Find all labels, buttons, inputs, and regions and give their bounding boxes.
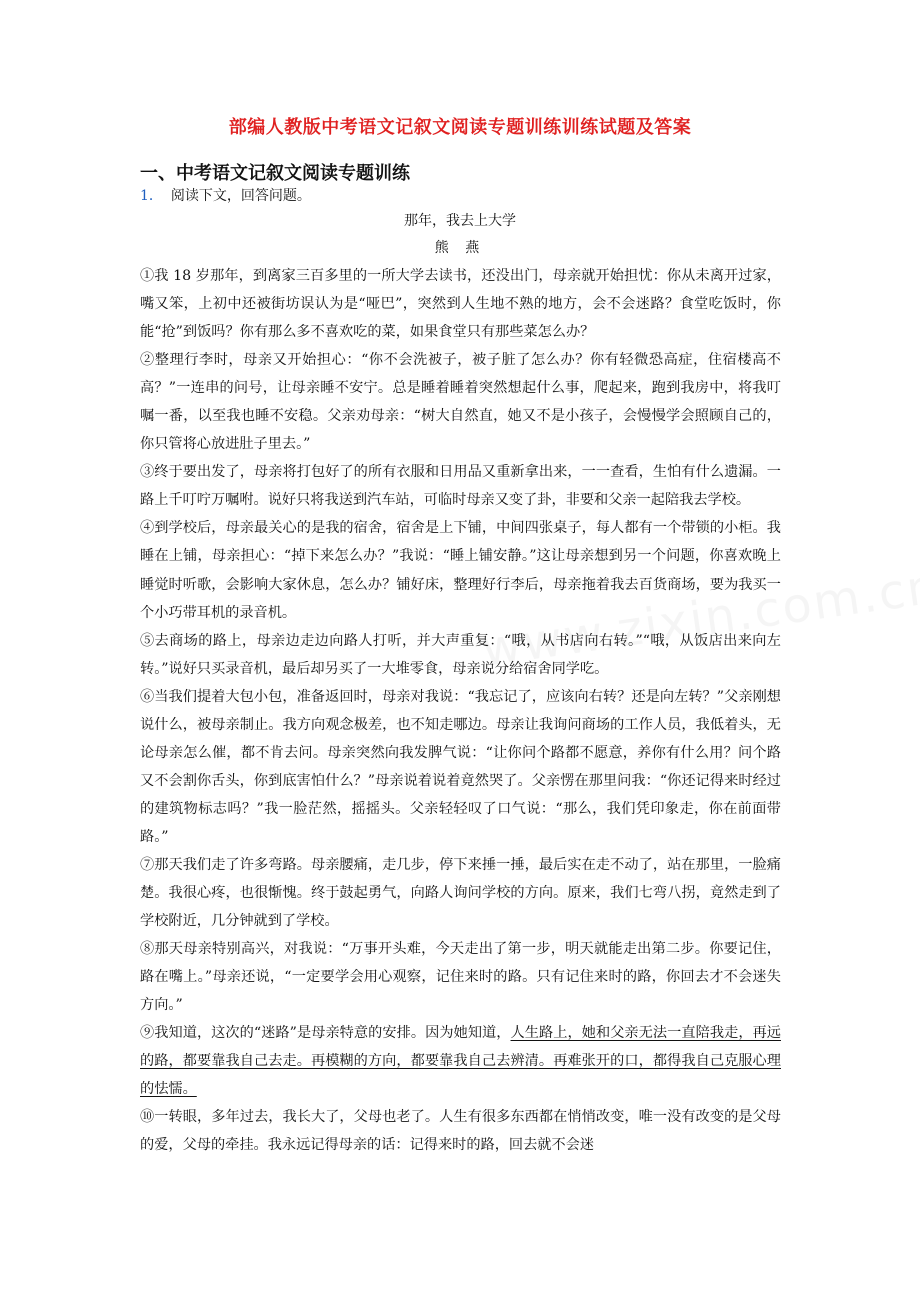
article-title: 那年，我去上大学 bbox=[404, 213, 516, 229]
underlined-sentence: 人生路上，她和父亲无法一直陪我走，再远的路，都要靠我自己去走。再模糊的方向，都要靠我自己去辨清。再难张开的口，都得我自己克服心理的怯懦。 bbox=[140, 1025, 781, 1098]
question-number: 1． bbox=[140, 188, 163, 204]
paragraph-8: ⑧那天母亲特别高兴，对我说：“万事开头难，今天走出了第一步，明天就能走出第二步。你要记住，路在嘴上。”母亲还说，“一定要学会用心观察，记住来时的路。只有记住来时的路，你回去才不会迷失方向。” bbox=[140, 941, 781, 1014]
paragraph-9 bbox=[140, 1019, 781, 1103]
section-heading: 一、中考语文记叙文阅读专题训练 bbox=[140, 163, 410, 184]
paragraph-1: ①我 18 岁那年，到离家三百多里的一所大学去读书，还没出门，母亲就开始担忧：你从未离开过家，嘴又笨，上初中还被街坊误认为是“哑巴”，突然到人生地不熟的地方，会不会迷路？食堂吃饭时，你能“抢”到饭吗？你有那么多不喜欢吃的菜，如果食堂只有那些菜怎么办？ bbox=[140, 268, 781, 341]
paragraph-2: ②整理行李时，母亲又开始担心：“你不会洗被子，被子脏了怎么办？你有轻微恐高症，住宿楼高不高？”一连串的问号，让母亲睡不安宁。总是睡着睡着突然想起什么事，爬起来，跑到我房中，将我叮嘱一番，以至我也睡不安稳。父亲劝母亲：“树大自然直，她又不是小孩子，会慢慢学会照顾自己的，你只管将心放进肚子里去。” bbox=[140, 352, 781, 453]
paragraph-4: ④到学校后，母亲最关心的是我的宿舍，宿舍是上下铺，中间四张桌子，每人都有一个带锁的小柜。我睡在上铺，母亲担心：“掉下来怎么办？”我说：“睡上铺安静。”这让母亲想到另一个问题，你喜欢晚上睡觉时听歌，会影响大家休息，怎么办？铺好床，整理好行李后，母亲拖着我去百货商场，要为我买一个小巧带耳机的录音机。 bbox=[140, 520, 781, 621]
article-body bbox=[140, 262, 781, 1160]
question-instruction: 阅读下文，回答问题。 bbox=[170, 188, 311, 204]
paragraph-5: ⑤去商场的路上，母亲边走边向路人打听，并大声重复：“哦，从书店向右转。”“哦，从饭店出来向左转。”说好只买录音机，最后却另买了一大堆零食，母亲说分给宿舍同学吃。 bbox=[140, 632, 781, 677]
document-title: 部编人教版中考语文记叙文阅读专题训练训练试题及答案 bbox=[228, 117, 692, 138]
paragraph-7: ⑦那天我们走了许多弯路。母亲腰痛，走几步，停下来捶一捶，最后实在走不动了，站在那里，一脸痛楚。我很心疼，也很惭愧。终于鼓起勇气，向路人询问学校的方向。原来，我们七弯八拐，竟然走到了学校附近，几分钟就到了学校。 bbox=[140, 856, 781, 930]
paragraph-6: ⑥当我们提着大包小包，准备返回时，母亲对我说：“我忘记了，应该向右转？还是向左转？”父亲刚想说什么，被母亲制止。我方向观念极差，也不知走哪边。母亲让我询问商场的工作人员，我低着头，无论母亲怎么催，都不肯去问。母亲突然向我发脾气说：“让你问个路都不愿意，养你有什么用？问个路又不会割你舌头，你到底害怕什么？”母亲说着说着竟然哭了。父亲愣在那里问我：“你还记得来时经过的建筑物标志吗？”我一脸茫然，摇摇头。父亲轻轻叹了口气说：“那么，我们凭印象走，你在前面带路。” bbox=[140, 688, 781, 845]
paragraph-10: ⑩一转眼，多年过去，我长大了，父母也老了。人生有很多东西都在悄悄改变，唯一没有改变的是父母的爱，父母的牵挂。我永远记得母亲的话：记得来时的路，回去就不会迷 bbox=[140, 1109, 781, 1154]
article-author: 熊 燕 bbox=[434, 240, 486, 256]
paragraph-9-lead: ⑨我知道，这次的“迷路”是母亲特意的安排。因为她知道， bbox=[140, 1025, 511, 1042]
question-line bbox=[140, 185, 311, 205]
paragraph-3: ③终于要出发了，母亲将打包好了的所有衣服和日用品又重新拿出来，一一查看，生怕有什么遗漏。一路上千叮咛万嘱咐。说好只将我送到汽车站，可临时母亲又变了卦，非要和父亲一起陪我去学校。 bbox=[140, 464, 781, 509]
